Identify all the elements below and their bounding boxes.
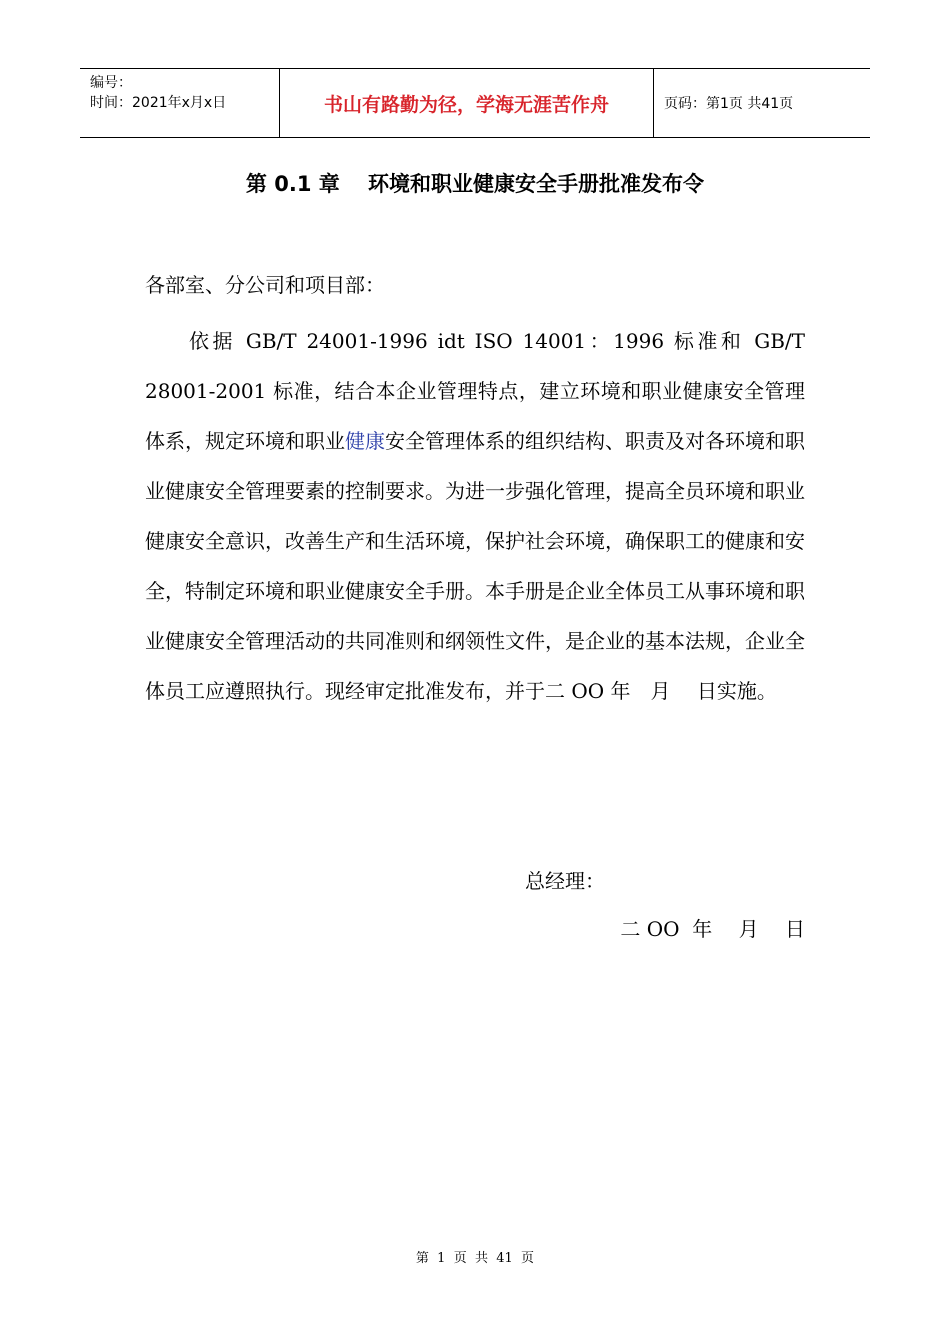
header-motto-cell	[280, 69, 654, 137]
chapter-title: 第 0.1 章 环境和职业健康安全手册批准发布令	[245, 172, 705, 196]
paragraph-part-2: 安全管理体系的组织结构、职责及对各环境和职业健康安全管理要素的控制要求。为进一步强化管理，提高全员环境和职业健康安全意识，改善生产和生活环境，保护社会环境，确保职工的健康和安全，特制定环境和职业健康安全手册。本手册是企业全体员工从事环境和职业健康安全管理活动的共同准则和纲领性文件，是企业的基本法规，企业全体员工应遵照执行。现经审定批准发布，并于二 OO 年 月 日实施。	[145, 429, 805, 703]
salutation: 各部室、分公司和项目部：	[145, 273, 385, 297]
header-meta-cell	[80, 69, 280, 137]
highlighted-word: 健康	[345, 429, 385, 453]
document-header	[80, 68, 870, 138]
body-paragraph	[145, 316, 805, 716]
signature-date: 二 OO 年 月 日	[620, 917, 805, 941]
header-page-cell	[654, 69, 870, 137]
number-label: 编号：	[90, 75, 132, 91]
signer-label: 总经理：	[525, 869, 605, 893]
time-label: 时间：2021年x月x日	[90, 95, 227, 111]
motto-text: 书山有路勤为径，学海无涯苦作舟	[323, 93, 609, 116]
paragraph-part-1: 依据 GB/T 24001-1996 idt ISO 14001：1996 标准和 GB/T 28001-2001 标准，结合本企业管理特点，建立环境和职业健康安全管理体系，规定环境和职业	[145, 329, 805, 453]
page-footer: 第 1 页 共 41 页	[415, 1251, 535, 1266]
page-info: 页码：第1页 共41页	[664, 96, 794, 112]
